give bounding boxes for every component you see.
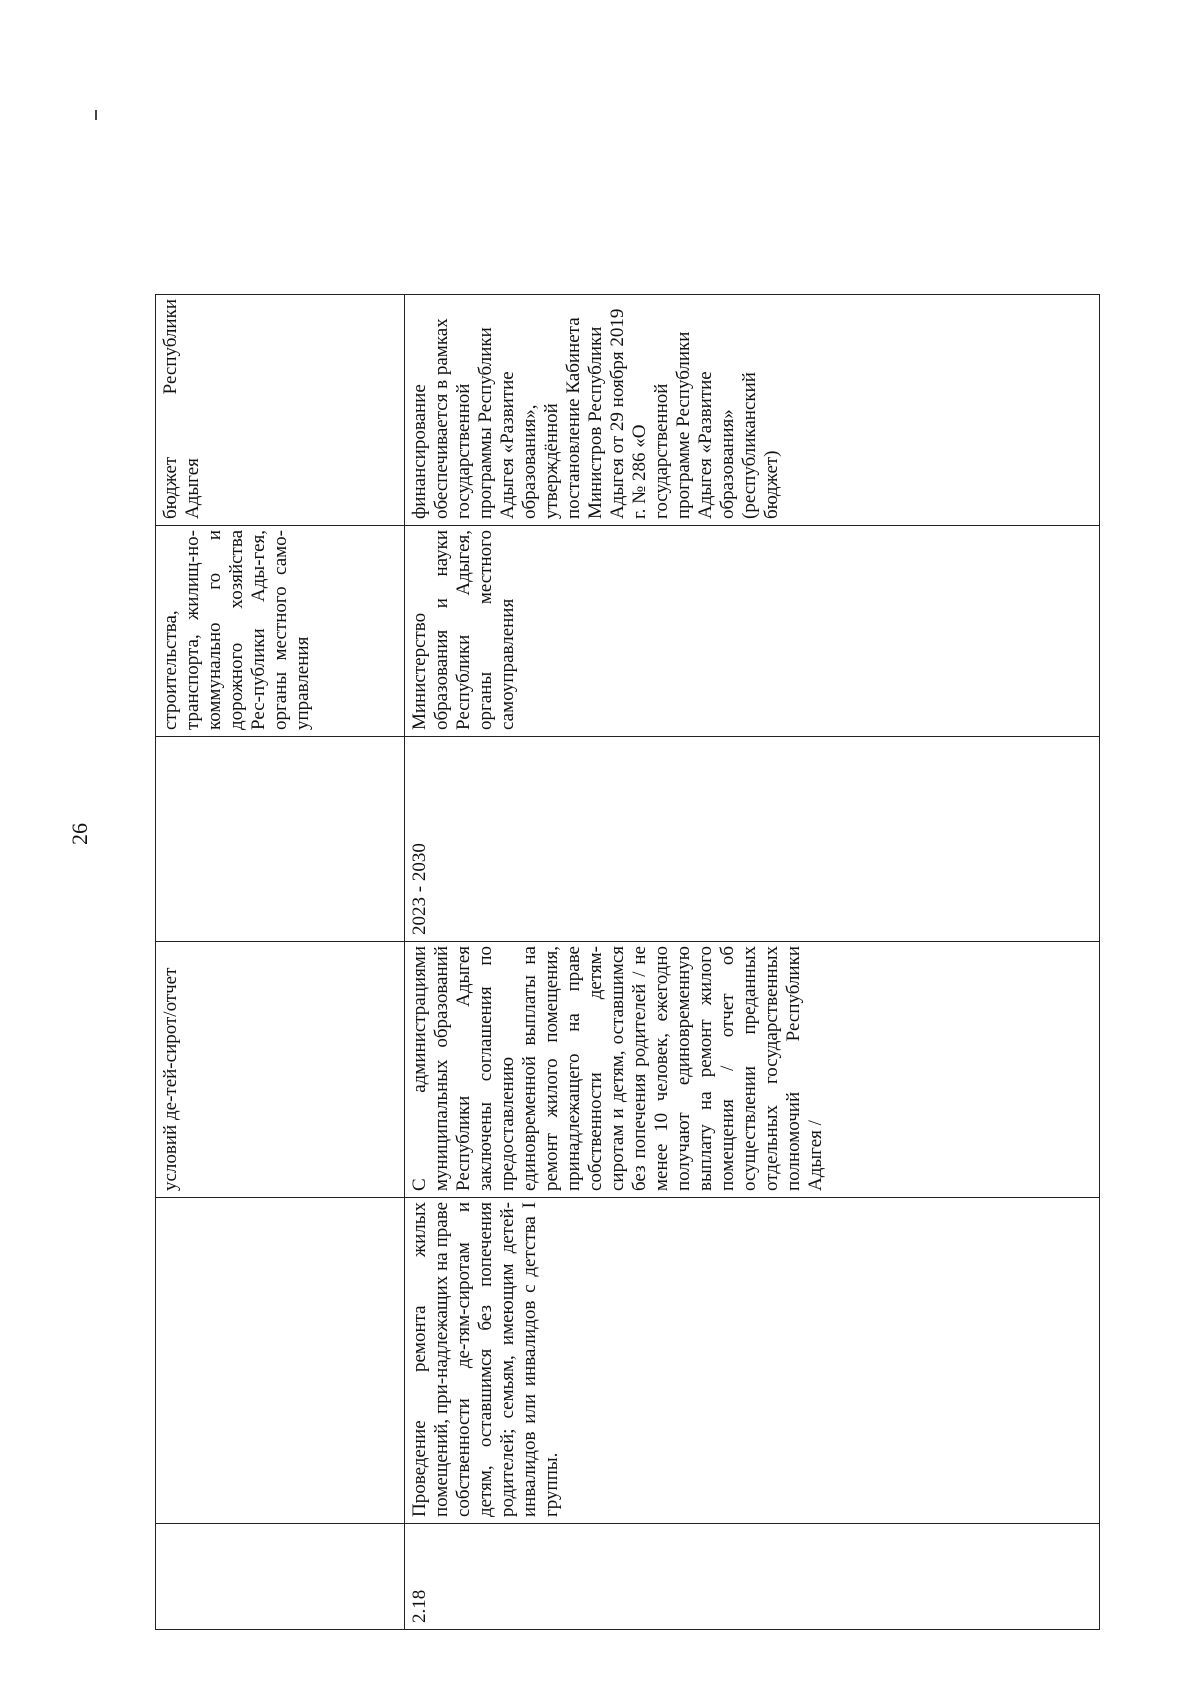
table-row [156,295,405,1630]
cell-executor: Министерство образования и науки Республики Адыгея, органы местного самоуправления [405,526,1100,737]
cell-financing: бюджет Республики Адыгея [156,295,405,526]
rotated-page [65,45,1145,1645]
table-row [405,295,1100,1630]
cell-activity [156,1198,405,1524]
cell-result: С администрациями муниципальных образований Республики Адыгея заключены соглашения по предоставлению единовременной выплаты на ремонт жилого помещения, принадлежащего на праве собственности детям- сиротам и детям, оставшимся без попечения родителей / не менее 10 человек, ежегодно получают единовременную выплату на ремонт жилого помещения / отчет об осуществлении преданных отдельных государственных полномочий Республики Адыгея / [405,942,1100,1198]
cell-activity: Проведение ремонта жилых помещений, при-надлежащих на праве собственности де-тям-сиротам и детям, оставшимся без попечения родителей; семьям, имеющим детей-инвалидов или инвалидов с детства I группы. [405,1198,1100,1524]
cell-dates: 2023 - 2030 [405,737,1100,942]
cell-num [156,1524,405,1630]
cell-result: условий де-тей-сирот/отчет [156,942,405,1198]
scan-mark [95,110,97,120]
page-number: 26 [67,823,92,845]
measures-table [155,294,1100,1630]
cell-executor: строительства, транспорта, жилищ-но-коммунально го и дорожного хозяйства Рес-публики Ады-гея, органы местного само-управления [156,526,405,737]
cell-dates [156,737,405,942]
cell-financing: финансирование обеспечивается в рамках государственной программы Республики Адыгея «Развитие образования», утверждённой постановление Кабинета Министров Республики Адыгея от 29 ноября 2019 г. № 286 «О государственной программе Республики Адыгея «Развитие образования» (республиканский бюджет) [405,295,1100,526]
cell-num: 2.18 [405,1524,1100,1630]
